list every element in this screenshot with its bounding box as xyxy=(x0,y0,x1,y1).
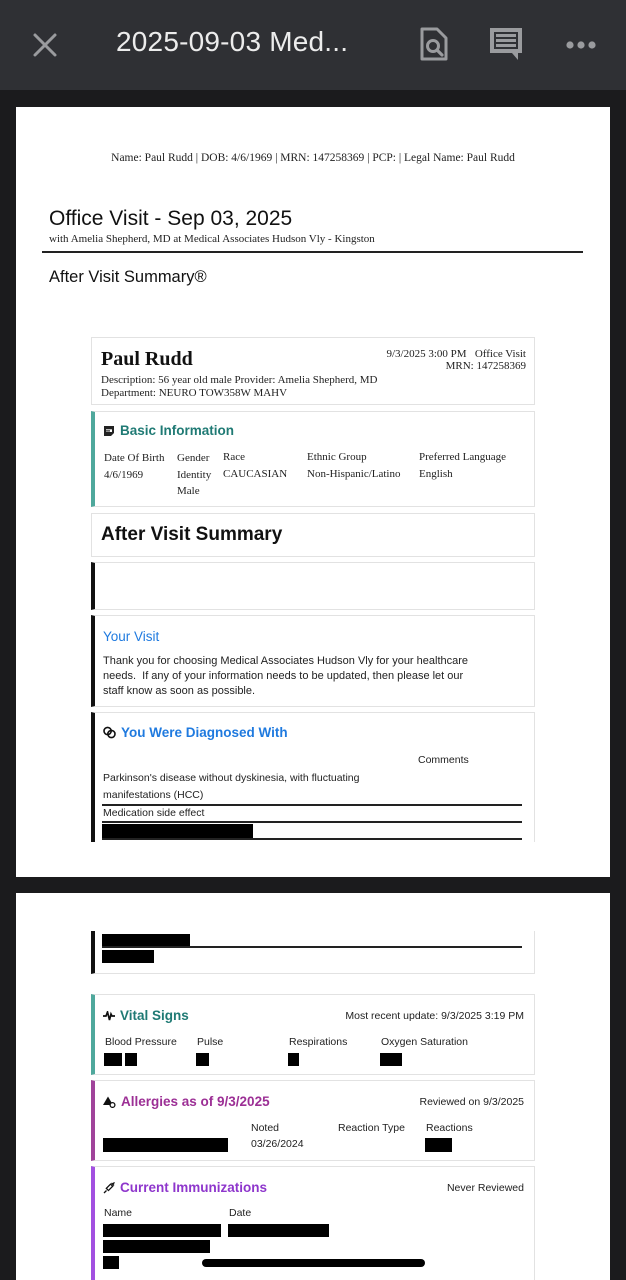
language-value: English xyxy=(419,467,453,480)
close-icon xyxy=(30,30,60,60)
basic-information-title xyxy=(103,423,234,438)
race-column xyxy=(223,449,287,482)
date-header: Date xyxy=(229,1207,252,1219)
more-options-icon xyxy=(563,26,599,62)
find-in-document-button[interactable] xyxy=(416,26,452,62)
diagnosis-text: Parkinson's disease without dyskinesia, with fluctuating xyxy=(103,772,360,784)
language-label: Preferred Language xyxy=(419,451,507,463)
visit-title: Office Visit - Sep 03, 2025 xyxy=(49,207,293,230)
name-header: Name xyxy=(104,1207,133,1219)
blood-pressure-label: Blood Pressure xyxy=(105,1036,177,1048)
patient-name: Paul Rudd xyxy=(101,348,193,370)
redacted-value xyxy=(104,1053,122,1066)
gender-label-2: Identity xyxy=(177,468,212,481)
note-icon xyxy=(103,425,115,437)
redacted-diagnosis xyxy=(102,950,154,963)
redacted-immunization xyxy=(103,1256,119,1269)
vital-signs-title xyxy=(103,1008,189,1023)
vitals-updated: Most recent update: 9/3/2025 3:19 PM xyxy=(345,1010,524,1022)
redacted-immunization xyxy=(103,1224,221,1237)
document-title: 2025-09-03 Med... xyxy=(116,26,349,57)
race-label: Race xyxy=(223,451,245,463)
your-visit-section xyxy=(91,615,535,707)
linked-circles-icon xyxy=(103,726,116,739)
avs-heading: After Visit Summary xyxy=(101,524,283,545)
section-title-text: Basic Information xyxy=(120,423,235,438)
allergies-reviewed: Reviewed on 9/3/2025 xyxy=(419,1096,524,1108)
department-line: Department: NEURO TOW358W MAHV xyxy=(101,387,288,399)
visit-description xyxy=(101,374,377,400)
diagnosis-item: Medication side effect xyxy=(103,807,205,819)
vital-signs-section xyxy=(91,994,535,1075)
redacted-reaction xyxy=(425,1138,452,1152)
noted-header: Noted xyxy=(251,1122,280,1134)
home-indicator[interactable] xyxy=(202,1259,425,1267)
text-line: Thank you for choosing Medical Associates Hudson Vly for your healthcare xyxy=(103,655,469,667)
dob-column xyxy=(104,450,164,483)
document-page-1 xyxy=(16,107,610,877)
comments-header: Comments xyxy=(418,754,469,766)
section-title-text: Current Immunizations xyxy=(120,1180,268,1195)
blank-section xyxy=(91,562,535,610)
redacted-diagnosis xyxy=(102,824,253,838)
allergies-section xyxy=(91,1080,535,1161)
text-line: needs. If any of your information needs to be updated, then please let our xyxy=(103,670,464,682)
gender-column xyxy=(177,450,211,500)
document-page-2 xyxy=(16,893,610,1280)
section-title-text: Allergies as of 9/3/2025 xyxy=(121,1094,270,1109)
diagnosis-text: manifestations (HCC) xyxy=(103,788,204,801)
visit-info xyxy=(387,348,527,372)
heartbeat-icon xyxy=(103,1011,115,1021)
close-button[interactable] xyxy=(30,30,60,60)
comments-icon xyxy=(488,26,524,62)
race-value: CAUCASIAN xyxy=(223,467,288,480)
after-visit-summary-label: After Visit Summary® xyxy=(49,268,207,286)
immunizations-title xyxy=(103,1180,267,1195)
basic-information-section xyxy=(91,411,535,507)
your-visit-title: Your Visit xyxy=(103,629,160,644)
reactions-header: Reactions xyxy=(426,1122,473,1134)
noted-date: 03/26/2024 xyxy=(251,1138,304,1150)
pulse-label: Pulse xyxy=(197,1036,224,1048)
find-in-document-icon xyxy=(416,26,452,62)
redacted-value xyxy=(380,1053,402,1066)
app-bar xyxy=(0,0,626,90)
section-title-text: Vital Signs xyxy=(120,1008,189,1023)
section-title-text: You Were Diagnosed With xyxy=(121,725,288,740)
oxygen-saturation-label: Oxygen Saturation xyxy=(381,1036,468,1048)
warning-bell-icon xyxy=(103,1096,116,1108)
ethnic-group-value: Non-Hispanic/Latino xyxy=(307,467,401,480)
language-column xyxy=(419,449,506,482)
row-divider xyxy=(102,804,522,806)
row-divider xyxy=(102,946,522,948)
your-visit-text xyxy=(103,654,468,699)
divider xyxy=(42,251,583,253)
redacted-immunization xyxy=(103,1240,210,1253)
diagnoses-title xyxy=(103,725,288,740)
respirations-label: Respirations xyxy=(289,1036,348,1048)
dob-label: Date Of Birth xyxy=(104,452,165,464)
redacted-allergen xyxy=(103,1138,228,1152)
redacted-immunization xyxy=(228,1224,329,1237)
row-divider xyxy=(102,821,522,823)
gender-value: Male xyxy=(177,485,200,497)
reaction-type-header: Reaction Type xyxy=(338,1122,405,1134)
row-divider xyxy=(102,838,522,840)
allergies-title xyxy=(103,1094,270,1109)
avs-heading-card xyxy=(91,513,535,557)
visit-subtitle: with Amelia Shepherd, MD at Medical Associates Hudson Vly - Kingston xyxy=(49,233,375,245)
patient-identifier-line: Name: Paul Rudd | DOB: 4/6/1969 | MRN: 147258369 | PCP: | Legal Name: Paul Rudd xyxy=(111,152,515,164)
ethnic-group-label: Ethnic Group xyxy=(307,451,367,463)
text-line: staff know as soon as possible. xyxy=(103,685,256,697)
diagnosis-item xyxy=(103,770,359,803)
gender-label: Gender xyxy=(177,452,210,464)
redacted-value xyxy=(125,1053,137,1066)
more-options-button[interactable] xyxy=(563,26,599,62)
syringe-icon xyxy=(103,1182,115,1194)
visit-datetime-type: 9/3/2025 3:00 PM Office Visit xyxy=(386,348,526,360)
diagnoses-continued xyxy=(91,931,535,974)
redacted-value xyxy=(288,1053,299,1066)
diagnoses-section xyxy=(91,712,535,842)
dob-value: 4/6/1969 xyxy=(104,468,144,481)
description-line: Description: 56 year old male Provider: Amelia Shepherd, MD xyxy=(101,374,378,386)
comments-button[interactable] xyxy=(488,26,524,62)
patient-mrn: MRN: 147258369 xyxy=(445,360,526,372)
immunizations-reviewed: Never Reviewed xyxy=(446,1182,524,1194)
patient-header-card xyxy=(91,337,535,405)
redacted-value xyxy=(196,1053,209,1066)
ethnic-group-column xyxy=(307,449,400,482)
